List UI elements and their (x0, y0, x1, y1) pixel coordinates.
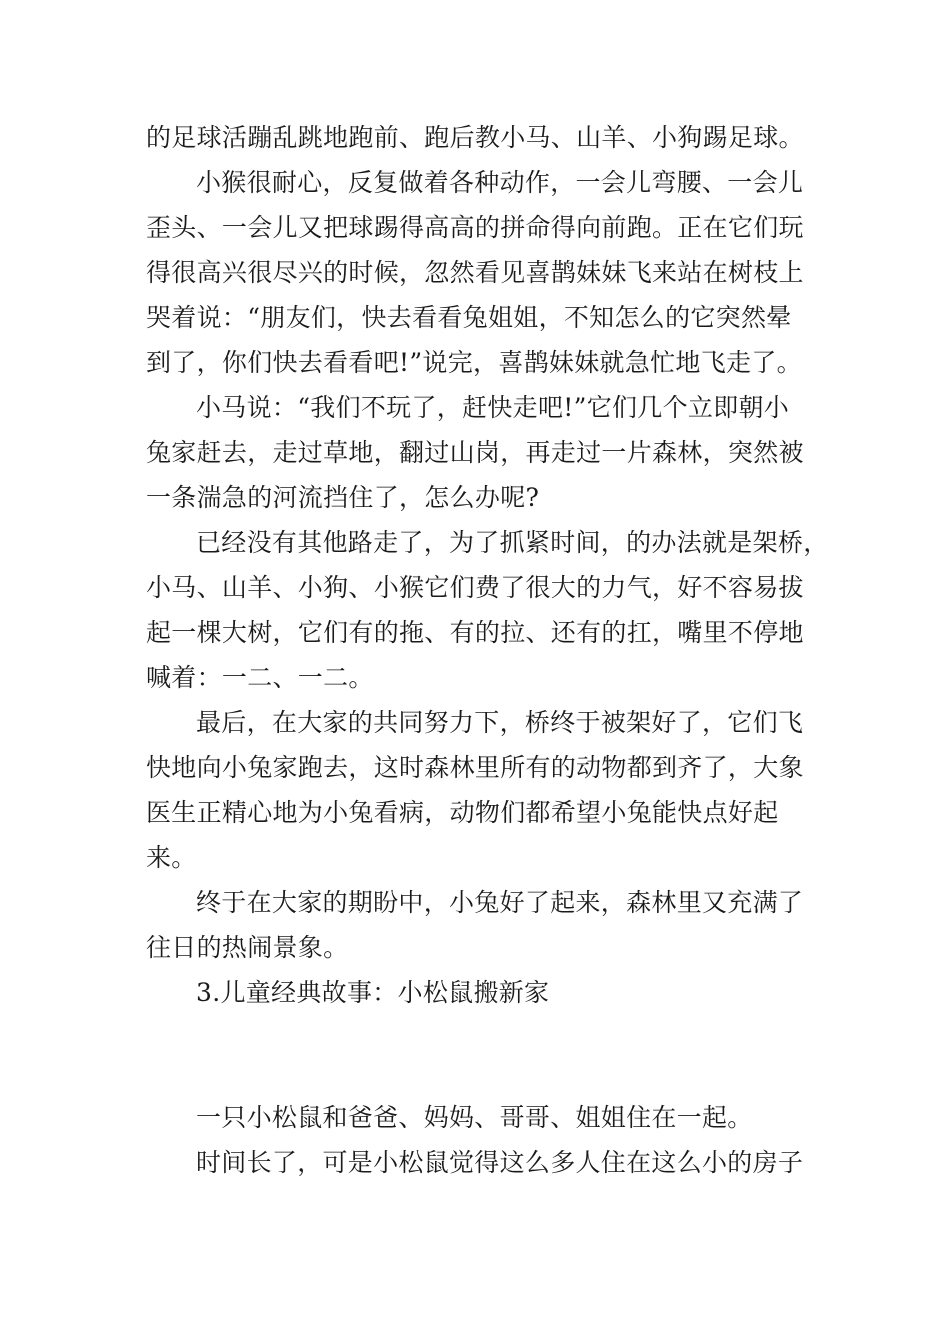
text-line: 兔家赶去，走过草地，翻过山岗，再走过一片森林，突然被 (146, 438, 804, 467)
text-line: 往日的热闹景象。 (146, 933, 349, 962)
text-line: 小马说：“我们不玩了，赶快走吧!”它们几个立即朝小 (196, 393, 790, 422)
text-line: 歪头、一会儿又把球踢得高高的拼命得向前跑。正在它们玩 (146, 213, 804, 242)
text-line: 时间长了，可是小松鼠觉得这么多人住在这么小的房子 (196, 1148, 804, 1177)
text-line: 起一棵大树，它们有的拖、有的拉、还有的扛，嘴里不停地 (146, 618, 804, 647)
text-line: 已经没有其他路走了，为了抓紧时间，的办法就是架桥， (196, 528, 829, 557)
text-line: 一条湍急的河流挡住了，怎么办呢? (146, 483, 540, 512)
text-line: 喊着：一二、一二。 (146, 663, 374, 692)
text-line: 小马、山羊、小狗、小猴它们费了很大的力气，好不容易拔 (146, 573, 804, 602)
text-line: 得很高兴很尽兴的时候，忽然看见喜鹊妹妹飞来站在树枝上 (146, 258, 804, 287)
text-line: 快地向小兔家跑去，这时森林里所有的动物都到齐了，大象 (146, 753, 804, 782)
text-line: 来。 (146, 843, 197, 872)
text-line: 的足球活蹦乱跳地跑前、跑后教小马、山羊、小狗踢足球。 (146, 123, 804, 152)
text-line: 哭着说：“朋友们，快去看看兔姐姐，不知怎么的它突然晕 (146, 303, 792, 332)
story-text-block (146, 115, 829, 1015)
text-line: 到了，你们快去看看吧!”说完，喜鹊妹妹就急忙地飞走了。 (146, 348, 802, 377)
text-line: 小猴很耐心，反复做着各种动作，一会儿弯腰、一会儿 (196, 168, 804, 197)
story-text-block-continued (146, 1095, 818, 1185)
text-line: 一只小松鼠和爸爸、妈妈、哥哥、姐姐住在一起。 (196, 1103, 753, 1132)
text-line: 终于在大家的期盼中，小兔好了起来，森林里又充满了 (196, 888, 804, 917)
text-line: 医生正精心地为小兔看病，动物们都希望小兔能快点好起 (146, 798, 779, 827)
text-line: 3.儿童经典故事：小松鼠搬新家 (196, 978, 550, 1007)
text-line: 最后，在大家的共同努力下，桥终于被架好了，它们飞 (196, 708, 804, 737)
